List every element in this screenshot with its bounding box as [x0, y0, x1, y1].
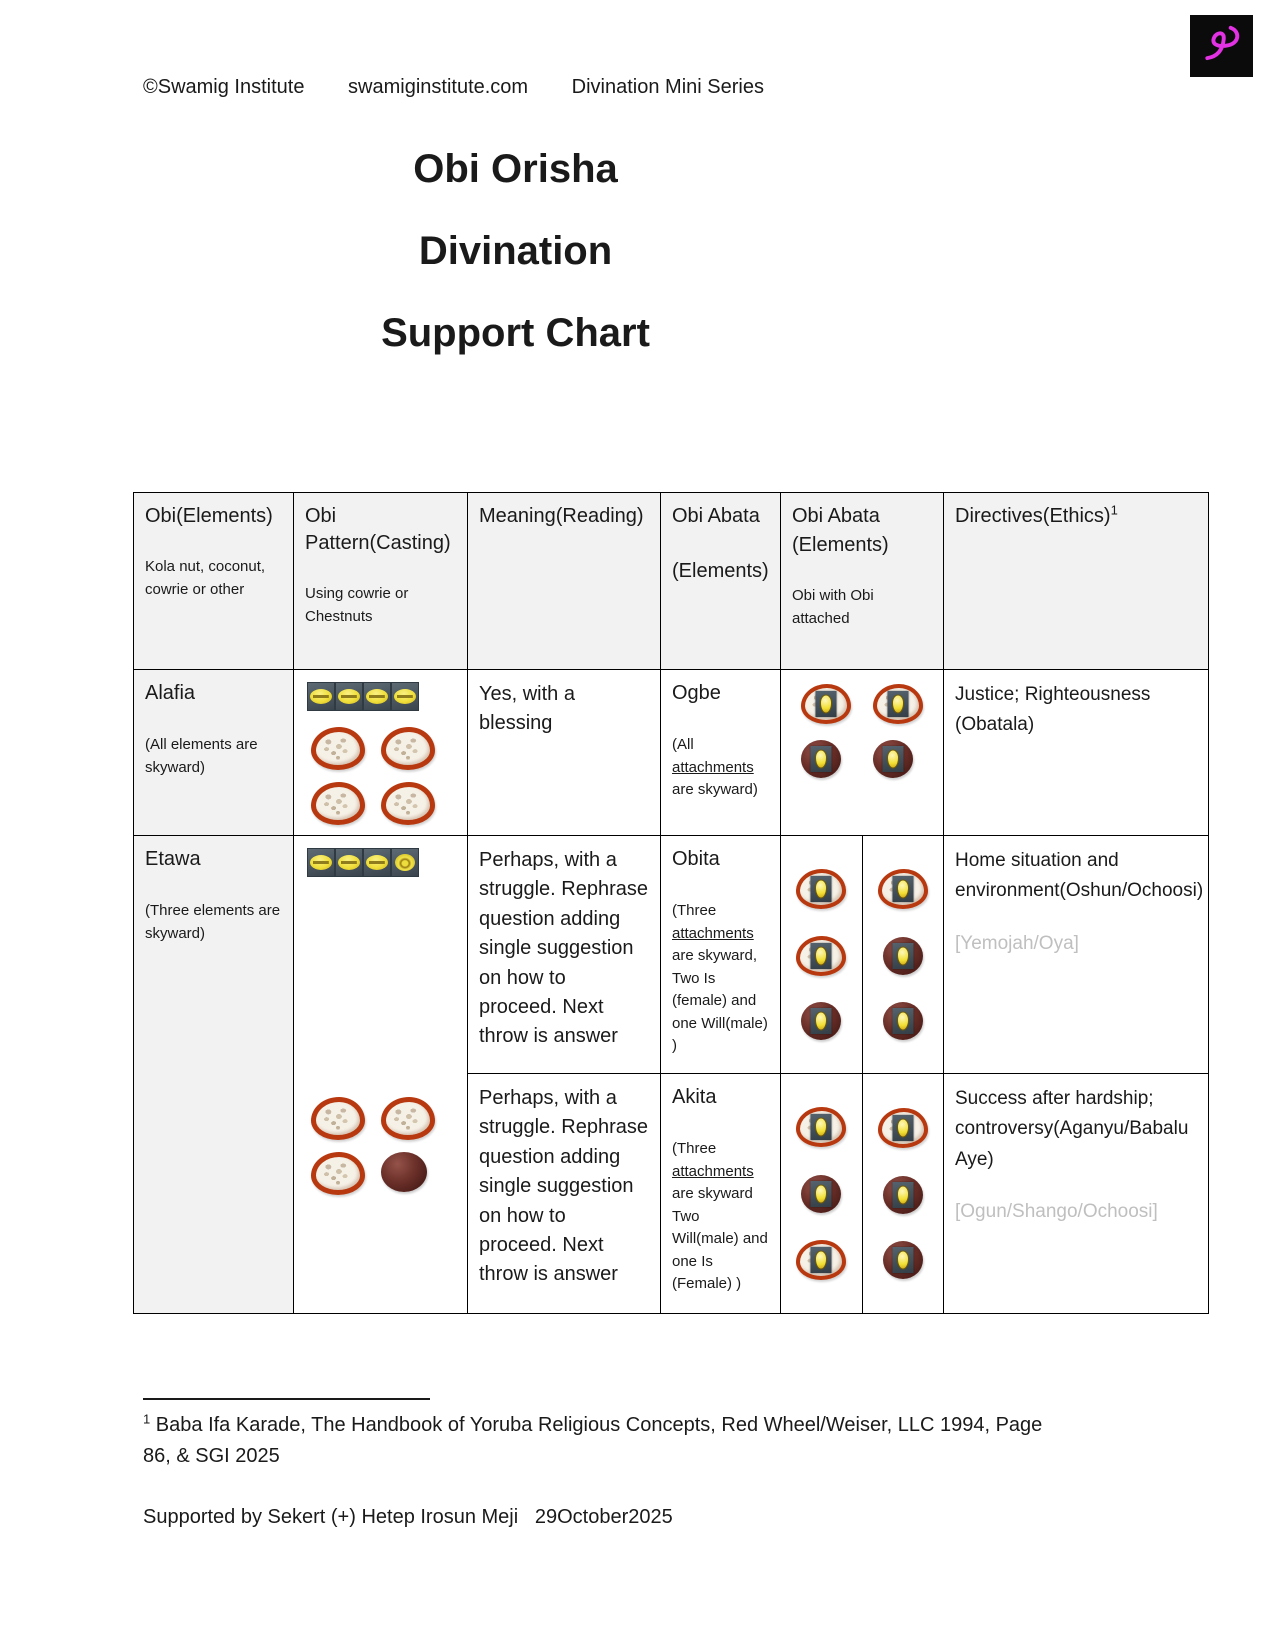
kola-down-attached-icon — [801, 1002, 841, 1040]
cowrie-up-icon — [336, 683, 362, 710]
document-header — [0, 0, 1275, 99]
swamig-logo-icon — [1196, 20, 1248, 72]
obita-abata-cell — [661, 836, 781, 1074]
directive-text: Justice; Righteousness (Obatala) — [955, 684, 1151, 736]
col-header-obi-abata-attached — [781, 493, 944, 670]
website-text: swamiginstitute.com — [348, 76, 529, 98]
kola-down-attached-icon — [801, 740, 841, 778]
kola-up-attached-icon — [796, 936, 846, 976]
footnote-reference: 1 — [1110, 502, 1118, 518]
kola-down-attached-icon — [883, 937, 923, 975]
kola-up-attached-icon — [878, 869, 928, 909]
cowrie-up-icon — [364, 849, 390, 876]
meaning-text: Perhaps, with a struggle. Rephrase question adding single suggestion on how to proceed. Next throw is answer — [479, 1087, 648, 1286]
kola-up-attached-icon — [878, 1108, 928, 1148]
directive-alt-text: [Yemojah/Oya] — [955, 932, 1079, 954]
header-title: Meaning(Reading) — [479, 505, 644, 527]
header-subtitle: Obi with Obi attached — [792, 587, 874, 627]
col-header-directives — [944, 493, 1209, 670]
kola-cast-grid — [311, 1097, 435, 1195]
swamig-logo — [1190, 15, 1253, 77]
row-alafia — [134, 670, 1209, 836]
cowrie-up-icon — [392, 683, 418, 710]
abata-note: (Three attachments are skyward Two Will(male) and one Is (Female) ) — [672, 1140, 768, 1292]
alafia-casting-cell — [294, 670, 468, 836]
series-text: Divination Mini Series — [571, 76, 764, 98]
header-title-2: (Elements) — [792, 534, 889, 556]
kola-up-icon — [311, 727, 365, 770]
footnote-number: 1 — [143, 1411, 151, 1427]
abata-name: Akita — [672, 1086, 717, 1108]
document-title — [133, 149, 898, 353]
obita-abata-images-cell — [781, 836, 944, 1074]
akita-abata-images-cell — [781, 1074, 944, 1314]
kola-cast-grid — [311, 727, 435, 825]
kola-up-icon — [381, 1097, 435, 1140]
col-header-obi-abata-elements — [661, 493, 781, 670]
kola-up-attached-icon — [801, 684, 851, 724]
header-title: Obi Abata — [792, 505, 880, 527]
pattern-note: (All elements are skyward) — [145, 736, 258, 776]
pattern-name: Etawa — [145, 848, 201, 870]
alafia-directives-cell — [944, 670, 1209, 836]
title-line-2: Divination — [418, 229, 613, 273]
obi-abata-column-right — [862, 836, 944, 1073]
header-title: Obi(Elements) — [145, 505, 273, 527]
meaning-text: Perhaps, with a struggle. Rephrase question adding single suggestion on how to proceed. Next throw is answer — [479, 849, 648, 1048]
kola-up-icon — [381, 782, 435, 825]
obita-directives-cell — [944, 836, 1209, 1074]
alafia-abata-images-cell — [781, 670, 944, 836]
kola-up-attached-icon — [873, 684, 923, 724]
title-line-3: Support Chart — [381, 311, 650, 355]
kola-up-icon — [311, 782, 365, 825]
abata-note: (All attachments are skyward) — [672, 736, 758, 798]
underlined-word: attachments — [672, 758, 754, 776]
underlined-word: attachments — [672, 1162, 754, 1180]
kola-up-icon — [311, 1097, 365, 1140]
cowrie-up-icon — [308, 683, 334, 710]
col-header-obi-pattern — [294, 493, 468, 670]
obi-abata-column-left — [781, 836, 862, 1073]
akita-meaning-cell — [468, 1074, 661, 1314]
cowrie-down-icon — [392, 849, 418, 876]
obita-meaning-cell — [468, 836, 661, 1074]
etawa-name-cell — [134, 836, 294, 1314]
kola-down-attached-icon — [883, 1241, 923, 1279]
cowrie-up-icon — [308, 849, 334, 876]
kola-up-attached-icon — [796, 869, 846, 909]
table-header-row — [134, 493, 1209, 670]
header-title-2: (Elements) — [672, 560, 769, 582]
col-header-meaning — [468, 493, 661, 670]
header-subtitle: Kola nut, coconut, cowrie or other — [145, 558, 266, 598]
header-title: Obi Abata — [672, 505, 760, 527]
akita-abata-cell — [661, 1074, 781, 1314]
kola-down-attached-icon — [801, 1175, 841, 1213]
directive-alt-text: [Ogun/Shango/Ochoosi] — [955, 1201, 1158, 1223]
kola-up-icon — [311, 1152, 365, 1195]
abata-name: Obita — [672, 848, 720, 870]
cowrie-up-icon — [364, 683, 390, 710]
pattern-note: (Three elements are skyward) — [145, 902, 281, 942]
alafia-abata-cell — [661, 670, 781, 836]
supported-by-line: Supported by Sekert (+) Hetep Irosun Meji 29October2025 — [143, 1506, 673, 1528]
underlined-word: attachments — [672, 924, 754, 942]
obi-abata-column-left — [781, 1074, 862, 1313]
abata-note: (Three attachments are skyward, Two Is (female) and one Will(male) ) — [672, 902, 768, 1054]
kola-up-attached-icon — [796, 1240, 846, 1280]
directive-text: Success after hardship; controversy(Aganyu/Babalu Aye) — [955, 1088, 1189, 1170]
kola-up-icon — [381, 727, 435, 770]
footnote-divider — [143, 1398, 430, 1400]
abata-name: Ogbe — [672, 682, 721, 704]
meaning-text: Yes, with a blessing — [479, 683, 575, 735]
divination-support-table — [133, 492, 1209, 1314]
copyright-text: ©Swamig Institute — [143, 76, 305, 98]
footnote-text: Baba Ifa Karade, The Handbook of Yoruba Religious Concepts, Red Wheel/Weiser, LLC 1994, Page 86, & SGI 2025 — [143, 1414, 1043, 1467]
header-title: Directives(Ethics) — [955, 505, 1111, 527]
cowrie-cast-strip — [307, 848, 419, 877]
etawa-casting-cell — [294, 836, 468, 1314]
obi-abata-grid — [801, 684, 923, 778]
cowrie-up-icon — [336, 849, 362, 876]
pattern-name: Alafia — [145, 682, 196, 704]
akita-directives-cell — [944, 1074, 1209, 1314]
kola-down-attached-icon — [873, 740, 913, 778]
kola-down-attached-icon — [883, 1002, 923, 1040]
title-line-1: Obi Orisha — [413, 147, 618, 191]
alafia-name-cell — [134, 670, 294, 836]
directive-text: Home situation and environment(Oshun/Ochoosi) — [955, 850, 1204, 902]
kola-down-icon — [381, 1152, 427, 1192]
header-title: Obi Pattern(Casting) — [305, 505, 451, 554]
kola-up-attached-icon — [796, 1107, 846, 1147]
footnote — [143, 1410, 1043, 1472]
row-obita — [134, 836, 1209, 1074]
obi-abata-column-right — [862, 1074, 944, 1313]
header-subtitle: Using cowrie or Chestnuts — [305, 585, 409, 625]
kola-down-attached-icon — [883, 1176, 923, 1214]
alafia-meaning-cell — [468, 670, 661, 836]
col-header-obi-elements — [134, 493, 294, 670]
cowrie-cast-strip — [307, 682, 419, 711]
